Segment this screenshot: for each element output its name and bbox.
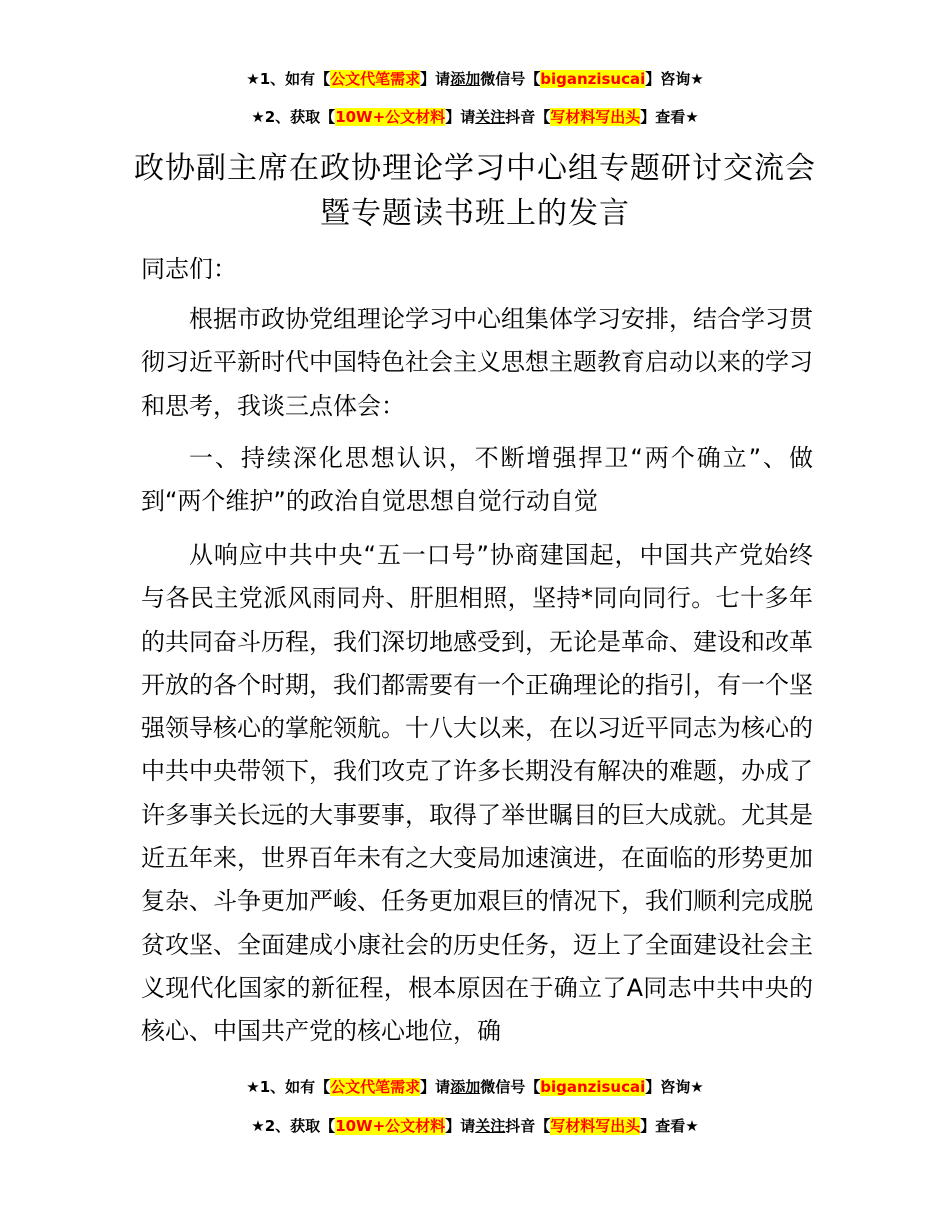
promo-line-top-2 (0, 106, 950, 128)
document-title: 政协副主席在政协理论学习中心组专题研讨交流会暨专题读书班上的发言 (134, 151, 816, 231)
promo-highlight: 公文代笔需求 (330, 70, 421, 88)
promo-underline: 添加 (450, 1078, 481, 1096)
promo-text: 抖音【 (505, 1117, 551, 1135)
promo-underline: 添加 (450, 70, 481, 88)
promo-underline: 关注 (475, 108, 506, 126)
promo-text: 】咨询★ (645, 1078, 704, 1096)
promo-text: ★2、获取【 (251, 1117, 336, 1135)
promo-text: 抖音【 (505, 108, 551, 126)
paragraph-1: 根据市政协党组理论学习中心组集体学习安排，结合学习贯彻习近平新时代中国特色社会主义思想主题教育启动以来的学习和思考，我谈三点体会： (141, 305, 813, 420)
promo-text: 】请 (445, 108, 476, 126)
promo-text: 微信号【 (480, 1078, 541, 1096)
promo-text: ★1、如有【 (246, 1078, 331, 1096)
promo-highlight: 写材料写出头 (550, 1117, 641, 1135)
promo-text: 微信号【 (480, 70, 541, 88)
promo-line-bottom-2 (0, 1115, 950, 1137)
promo-text: 】请 (445, 1117, 476, 1135)
promo-line-bottom-1 (0, 1076, 950, 1098)
promo-underline: 关注 (475, 1117, 506, 1135)
salutation: 同志们： (141, 255, 237, 283)
promo-text: 】请 (420, 70, 451, 88)
promo-text: ★1、如有【 (246, 70, 331, 88)
promo-highlight: 公文代笔需求 (330, 1078, 421, 1096)
promo-line-top-1 (0, 68, 950, 90)
promo-text: 】查看★ (640, 108, 699, 126)
paragraph-2: 从响应中共中央“五一口号”协商建国起，中国共产党始终与各民主党派风雨同舟、肝胆相照，坚持*同向同行。七十多年的共同奋斗历程，我们深切地感受到，无论是革命、建设和改革开放的各个时期，我们都需要有一个正确理论的指引，有一个坚强领导核心的掌舵领航。十八大以来，在以习近平同志为核心的中共中央带领下，我们攻克了许多长期没有解决的难题，办成了许多事关长远的大事要事，取得了举世瞩目的巨大成就。尤其是近五年来，世界百年未有之大变局加速演进，在面临的形势更加复杂、斗争更加严峻、任务更加艰巨的情况下，我们顺利完成脱贫攻坚、全面建成小康社会的历史任务，迈上了全面建设社会主义现代化国家的新征程，根本原因在于确立了A同志中共中央的核心、中国共产党的核心地位，确 (141, 541, 813, 1046)
section-heading-1: 一、持续深化思想认识，不断增强捍卫“两个确立”、做到“两个维护”的政治自觉思想自觉行动自觉 (141, 444, 813, 516)
promo-text: 】咨询★ (645, 70, 704, 88)
promo-highlight: 写材料写出头 (550, 108, 641, 126)
promo-highlight: biganzisucai (540, 70, 646, 88)
promo-text: ★2、获取【 (251, 108, 336, 126)
promo-text: 】请 (420, 1078, 451, 1096)
promo-text: 】查看★ (640, 1117, 699, 1135)
promo-highlight: 10W+公文材料 (335, 108, 446, 126)
promo-highlight: 10W+公文材料 (335, 1117, 446, 1135)
promo-highlight: biganzisucai (540, 1078, 646, 1096)
